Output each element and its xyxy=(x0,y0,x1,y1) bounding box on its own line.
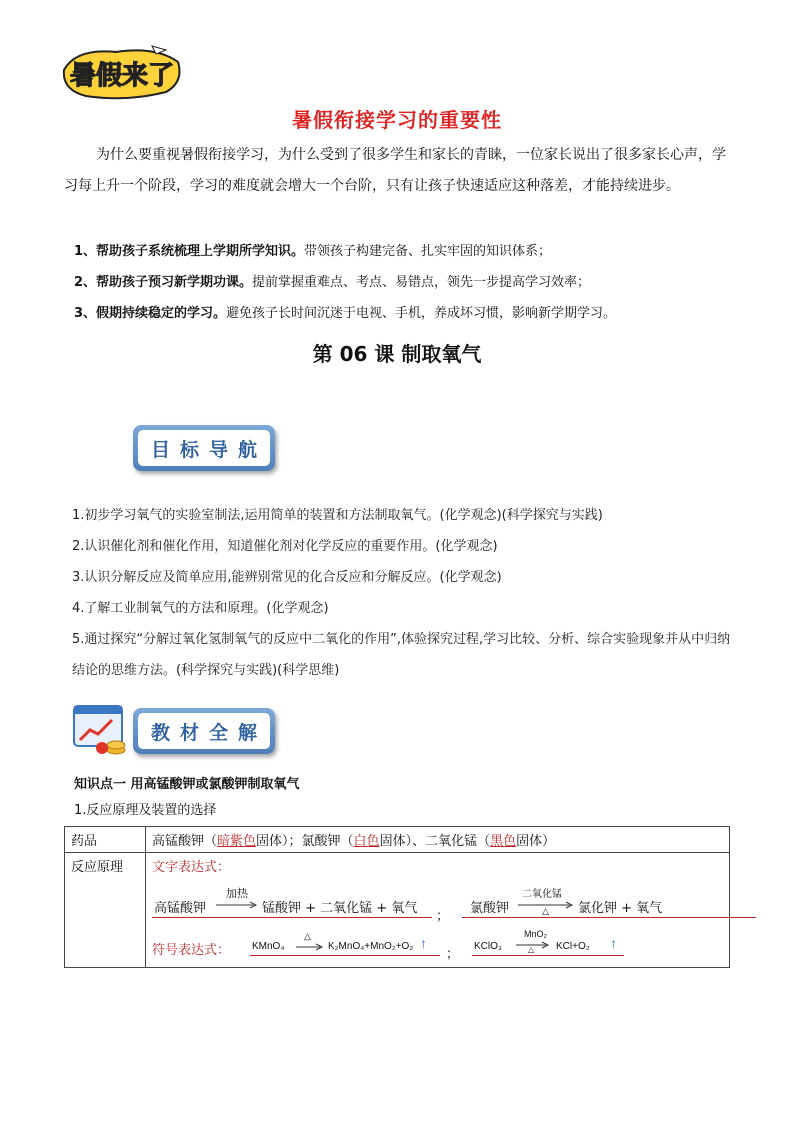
color-white: 白色 xyxy=(353,834,380,849)
knowledge-point-heading: 知识点一 用高锰酸钾或氯酸钾制取氧气 xyxy=(74,777,300,792)
symbol-equation-1: KMnO₄ △ K₂MnO₄+MnO₂+O₂ ↑ xyxy=(250,933,440,956)
lesson-title: 第 06 课 制取氧气 xyxy=(312,342,482,366)
goal-2: 2.认识催化剂和催化作用，知道催化剂对化学反应的重要作用。(化学观念) xyxy=(72,539,498,554)
goal-4: 4.了解工业制氧气的方法和原理。(化学观念) xyxy=(72,601,329,616)
word-equation-1: 高锰酸钾 加热 锰酸钾 + 二氧化锰 + 氧气 xyxy=(152,891,432,918)
reaction-table xyxy=(64,826,730,968)
reaction-arrow-icon xyxy=(216,901,260,909)
color-dark-purple: 暗紫色 xyxy=(217,834,257,849)
intro-paragraph: 为什么要重视暑假衔接学习，为什么受到了很多学生和家长的青睐，一位家长说出了很多家长心声，学习每上升一个阶段，学习的难度就会增大一个台阶，只有让孩子快速适应这种落差，才能持续进步。 xyxy=(64,147,726,194)
table-label-principle: 反应原理 xyxy=(65,853,146,968)
word-equation-label: 文字表达式： xyxy=(152,860,231,875)
summer-vacation-logo xyxy=(56,40,188,102)
separator: ； xyxy=(436,909,450,924)
point-1: 1、帮助孩子系统梳理上学期所学知识。带领孩子构建完备、扎实牢固的知识体系； xyxy=(74,244,552,259)
point-3: 3、假期持续稳定的学习。避免孩子长时间沉迷于电视、手机，养成坏习惯，影响新学期学习。 xyxy=(74,306,617,321)
subsection-heading: 1.反应原理及装置的选择 xyxy=(74,803,217,818)
table-row xyxy=(65,827,730,853)
separator: ； xyxy=(446,947,460,962)
symbol-equation-2: KClO₃ MnO₂ △ KCl+O₂ ↑ xyxy=(472,931,624,956)
goal-5: 5.通过探究“分解过氧化氢制氧气的反应中二氧化的作用”,体验探究过程,学习比较、分析、综合实验现象并从中归纳结论的思维方法。(科学探究与实践)(科学思维) xyxy=(72,632,731,678)
chart-coins-icon xyxy=(72,704,130,760)
reagents-cell: 高锰酸钾（暗紫色固体）；氯酸钾（白色固体）、二氧化锰（黑色固体） xyxy=(146,827,730,853)
gas-up-arrow-icon: ↑ xyxy=(610,935,617,951)
point-2: 2、帮助孩子预习新学期功课。提前掌握重难点、考点、易错点，领先一步提高学习效率； xyxy=(74,275,591,290)
reaction-arrow-icon xyxy=(296,943,326,951)
table-row xyxy=(65,853,730,968)
gas-up-arrow-icon: ↑ xyxy=(420,935,427,951)
principle-cell xyxy=(146,853,730,968)
logo-text: 暑假来了 xyxy=(69,61,175,91)
materials-banner xyxy=(133,708,275,754)
symbol-equation-label: 符号表达式： xyxy=(152,943,231,958)
goals-banner xyxy=(133,425,275,471)
color-black: 黑色 xyxy=(490,834,517,849)
goal-1: 1.初步学习氧气的实验室制法,运用简单的装置和方法制取氧气。(化学观念)(科学探究与实践) xyxy=(72,508,603,523)
materials-banner-label: 教材全解 xyxy=(138,713,270,749)
table-label-reagents: 药品 xyxy=(65,827,146,853)
word-equation-2: 氯酸钾 二氧化锰 △ 氯化钾 + 氧气 xyxy=(462,889,756,918)
page-title: 暑假衔接学习的重要性 xyxy=(292,108,502,132)
goals-banner-label: 目标导航 xyxy=(138,430,270,466)
goal-3: 3.认识分解反应及简单应用,能辨别常见的化合反应和分解反应。(化学观念) xyxy=(72,570,502,585)
